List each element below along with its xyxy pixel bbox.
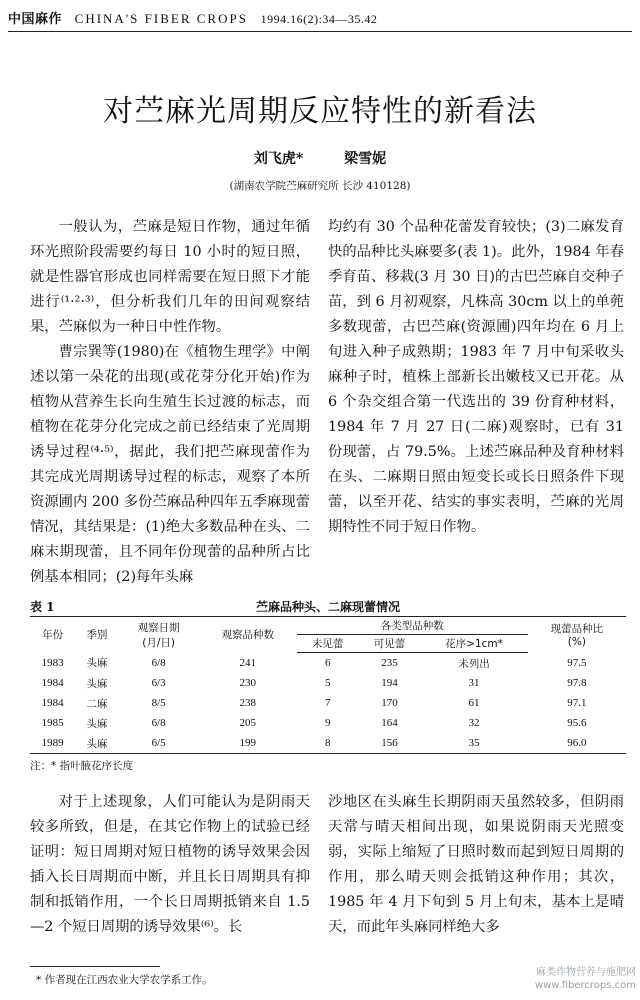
- authors: [0, 148, 640, 168]
- site-watermark: [535, 966, 636, 992]
- cell-no-bud: 6: [325, 657, 331, 669]
- col-header-ratio: 现蕾品种比 (%): [528, 617, 626, 653]
- cell-year: 1985: [41, 717, 64, 729]
- article-title: 对苎麻光周期反应特性的新看法: [103, 94, 537, 129]
- cell-year: 1984: [41, 677, 64, 689]
- cell-season: 头麻: [86, 677, 108, 690]
- paragraph: 曹宗巽等(1980)在《植物生理学》中阐述以第一朵花的出现(或花芽分化开始)作为植物从营养生长向生殖生长过渡的标志，而植物在花芽分化完成之前已经结束了光周期诱导过程⁽⁴·⁵⁾，据此，我们把苎麻现蕾作为其完成光周期诱导过程的标志，观察了本所资源圃内 200 多份苎麻品种四年五季麻现蕾情况，其结果是：(1)绝大多数品种在头、二麻末期现蕾，且不同年份现蕾的品种所占比例基本相同；(2)每年头麻: [30, 344, 310, 585]
- body-right-top: [328, 215, 624, 540]
- body-right-bottom: [328, 790, 624, 940]
- col-header-group: 各类型品种数: [297, 617, 528, 635]
- cell-obs-date: 6/5: [119, 733, 199, 754]
- cell-ratio: 97.5: [567, 656, 587, 669]
- cell-ratio: 95.6: [567, 717, 587, 729]
- cell-visible-bud: 235: [381, 657, 398, 669]
- cell-season: 头麻: [86, 657, 108, 670]
- cell-ratio: 97.1: [567, 697, 587, 709]
- cell-obs-date: 6/3: [151, 677, 166, 689]
- table-caption: 苎麻品种头、二麻现蕾情况: [255, 600, 400, 614]
- cell-obs-count: 238: [239, 697, 257, 709]
- cell-inflorescence: 61: [468, 697, 480, 709]
- cell-obs-date: 6/8: [151, 656, 166, 669]
- watermark-line-2: www.fibercrops.com: [534, 980, 636, 991]
- journal-name-cn: 中国麻作: [8, 12, 63, 27]
- table-row: [30, 653, 626, 674]
- table-note: 注：* 指叶腋花序长度: [30, 760, 134, 772]
- cell-visible-bud: 156: [359, 733, 421, 754]
- cell-season: 头麻: [86, 717, 108, 730]
- body-left-bottom: [30, 790, 310, 940]
- cell-visible-bud: 164: [381, 717, 398, 729]
- body-left-top: [30, 215, 310, 590]
- author-1: 刘飞虎*: [253, 151, 304, 167]
- table-row: [30, 713, 626, 733]
- cell-inflorescence: 32: [468, 717, 480, 729]
- cell-visible-bud: 194: [381, 677, 398, 689]
- cell-no-bud: 8: [297, 733, 359, 754]
- table-label: 表 1: [30, 600, 55, 614]
- cell-inflorescence: 31: [468, 677, 480, 689]
- journal-name-en: CHINA'S FIBER CROPS: [74, 11, 248, 26]
- cell-season: 头麻: [75, 733, 118, 754]
- paragraph: 沙地区在头麻生长期阴雨天虽然较多，但阴雨天常与晴天相间出现，如果说阴雨天光照变弱，实际上缩短了日照时数而起到短日周期的作用，那么晴天则会抵销这种作用；其次，1985 年 4 月下旬到 5 月上旬末，基本上是晴天，而此年头麻同样绝大多: [328, 794, 624, 935]
- cell-inflorescence: 未列出: [458, 657, 490, 670]
- paragraph: 对于上述现象，人们可能认为是阴雨天较多所致，但是，在其它作物上的试验已经证明：短日周期对短日植物的诱导效果会因插入长日周期而中断，并且长日周期具有抑制和抵销作用，一个长日周期抵销来自 1.5—2 个短日周期的诱导效果⁽⁶⁾。长: [30, 794, 310, 935]
- author-2: 梁雪妮: [344, 151, 387, 167]
- col-header-no-bud: 未见蕾: [297, 635, 359, 653]
- cell-ratio: 96.0: [528, 733, 626, 754]
- cell-obs-count: 205: [239, 717, 257, 729]
- cell-season: 二麻: [86, 697, 108, 710]
- col-header-inflorescence: 花序>1cm*: [420, 635, 527, 653]
- table-row: [30, 693, 626, 713]
- cell-obs-count: 241: [239, 656, 257, 669]
- cell-visible-bud: 170: [381, 697, 398, 709]
- table-row: [30, 673, 626, 693]
- cell-year: 1984: [41, 697, 64, 709]
- footnote: * 作者现在江西农业大学农学系工作。: [36, 974, 213, 986]
- cell-year: 1983: [41, 656, 64, 669]
- cell-no-bud: 7: [325, 697, 331, 709]
- cell-obs-date: 8/5: [151, 697, 166, 709]
- cell-year: 1989: [30, 733, 75, 754]
- journal-header: [8, 8, 632, 32]
- affiliation: (湖南农学院苎麻研究所 长沙 410128): [229, 180, 411, 192]
- cell-ratio: 97.8: [567, 677, 587, 689]
- table-1: [30, 598, 626, 773]
- cell-inflorescence: 35: [420, 733, 527, 754]
- col-header-obs-date: 观察日期 (月/日): [119, 617, 199, 653]
- data-table: [30, 616, 626, 754]
- cell-obs-date: 6/8: [151, 717, 166, 729]
- col-header-visible-bud: 可见蕾: [359, 635, 421, 653]
- paragraph: 一般认为，苎麻是短日作物，通过年循环光照阶段需要约每日 10 小时的短日照，就是性器官形成也同样需要在短日照下才能进行⁽¹·²·³⁾，但分析我们几年的田间观察结果，苎麻似为一种日中性作物。: [30, 219, 310, 335]
- watermark-line-1: 麻类作物营养与施肥网: [536, 967, 636, 978]
- citation: 1994.16(2):34—35.42: [260, 12, 378, 26]
- col-header-year: 年份: [30, 617, 75, 653]
- cell-obs-count: 199: [199, 733, 297, 754]
- col-header-obs-count: 观察品种数: [199, 617, 297, 653]
- table-row: [30, 733, 626, 754]
- footnote-divider: [30, 966, 160, 967]
- col-header-season: 季别: [75, 617, 118, 653]
- cell-obs-count: 230: [239, 677, 257, 689]
- cell-no-bud: 9: [325, 717, 331, 729]
- cell-no-bud: 5: [325, 677, 331, 689]
- paragraph: 均约有 30 个品种花蕾发育较快；(3)二麻发育快的品种比头麻要多(表 1)。此外，1984 年春季育苗、移栽(3 月 30 日)的古巴苎麻自交种子苗，到 6 月初观察，凡株高 30cm 以上的单蔸多数现蕾，古巴苎麻(资源圃)四年均在 6 月上旬进入种子成熟期；1983 年 7 月中旬采收头麻种子时，植株上部新长出嫩枝又已开花。从 6 个杂交组合第一代选出的 39 份育种材料，1984 年 7 月 27 日(二麻)观察时，已有 31 份现蕾，占 79.5%。上述苎麻品种及育种材料在头、二麻期日照由短变长或长日照条件下现蕾，以至开花、结实的事实表明，苎麻的光周期特性不同于短日作物。: [328, 219, 624, 535]
